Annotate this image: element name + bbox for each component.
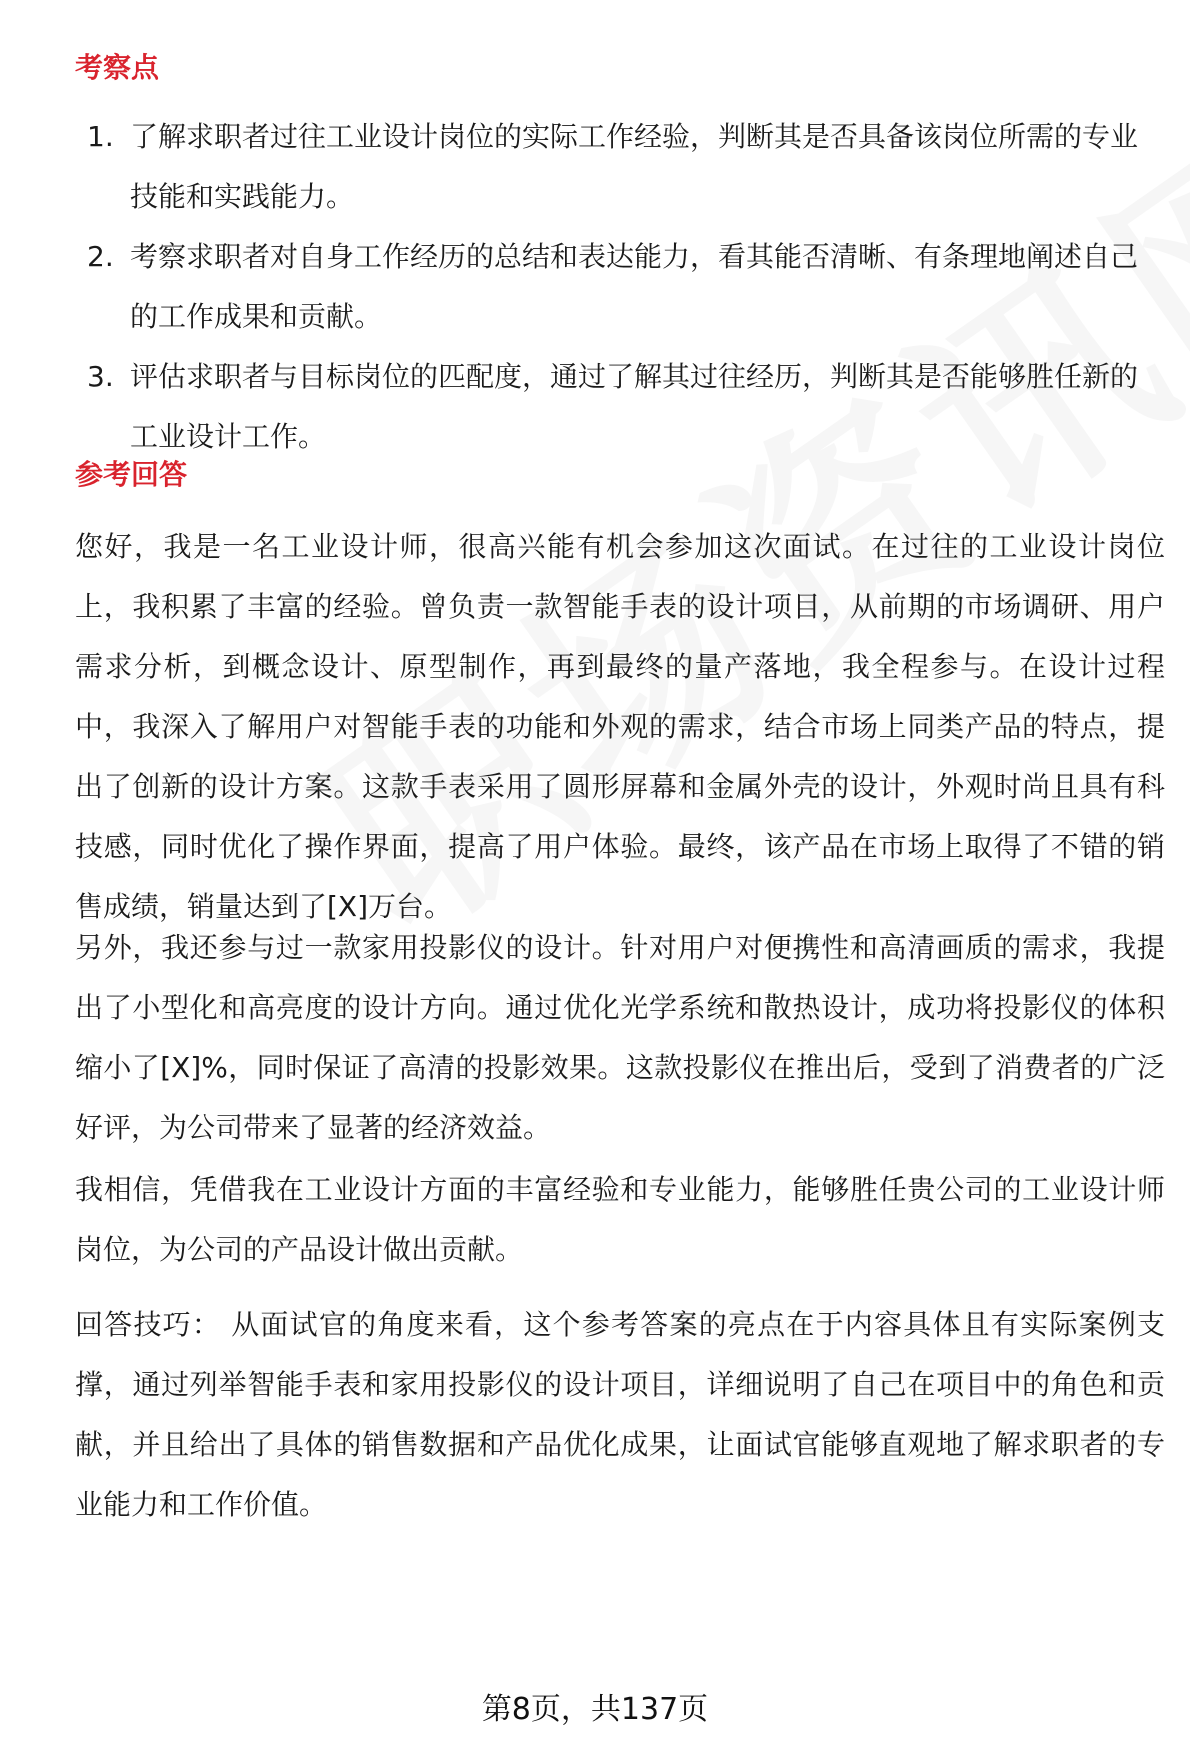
list-item (75, 107, 1155, 227)
list-item-number: 2. (87, 240, 114, 273)
list-item-text: 考察求职者对自身工作经历的总结和表达能力，看其能否清晰、有条理地阐述自己的工作成果和贡献。 (130, 240, 1139, 333)
list-item-number: 1. (87, 120, 114, 153)
kaochadian-list (75, 107, 1155, 467)
list-item (75, 347, 1155, 467)
section-title-cankao: 参考回答 (75, 458, 188, 491)
answer-tips-paragraph: 回答技巧： 从面试官的角度来看，这个参考答案的亮点在于内容具体且有实际案例支撑，通过列举智能手表和家用投影仪的设计项目，详细说明了自己在项目中的角色和贡献，并且给出了具体的销售数据和产品优化成果，让面试官能够直观地了解求职者的专业能力和工作价值。 (75, 1308, 1165, 1521)
answer-paragraph-3: 我相信，凭借我在工业设计方面的丰富经验和专业能力，能够胜任贵公司的工业设计师岗位，为公司的产品设计做出贡献。 (75, 1173, 1165, 1266)
answer-paragraph-2: 另外，我还参与过一款家用投影仪的设计。针对用户对便携性和高清画质的需求，我提出了小型化和高亮度的设计方向。通过优化光学系统和散热设计，成功将投影仪的体积缩小了[X]%，同时保证了高清的投影效果。这款投影仪在推出后，受到了消费者的广泛好评，为公司带来了显著的经济效益。 (75, 931, 1165, 1144)
list-item-text: 评估求职者与目标岗位的匹配度，通过了解其过往经历，判断其是否能够胜任新的工业设计工作。 (130, 360, 1139, 453)
list-item-text: 了解求职者过往工业设计岗位的实际工作经验，判断其是否具备该岗位所需的专业技能和实践能力。 (130, 120, 1139, 213)
list-item (75, 227, 1155, 347)
list-item-number: 3. (87, 360, 114, 393)
answer-paragraph-1: 您好，我是一名工业设计师，很高兴能有机会参加这次面试。在过往的工业设计岗位上，我积累了丰富的经验。曾负责一款智能手表的设计项目，从前期的市场调研、用户需求分析，到概念设计、原型制作，再到最终的量产落地，我全程参与。在设计过程中，我深入了解用户对智能手表的功能和外观的需求，结合市场上同类产品的特点，提出了创新的设计方案。这款手表采用了圆形屏幕和金属外壳的设计，外观时尚且具有科技感，同时优化了操作界面，提高了用户体验。最终，该产品在市场上取得了不错的销售成绩，销量达到了[X]万台。 (75, 530, 1165, 923)
section-title-kaochadian: 考察点 (75, 51, 160, 84)
page-number: 第8页，共137页 (481, 1692, 709, 1727)
